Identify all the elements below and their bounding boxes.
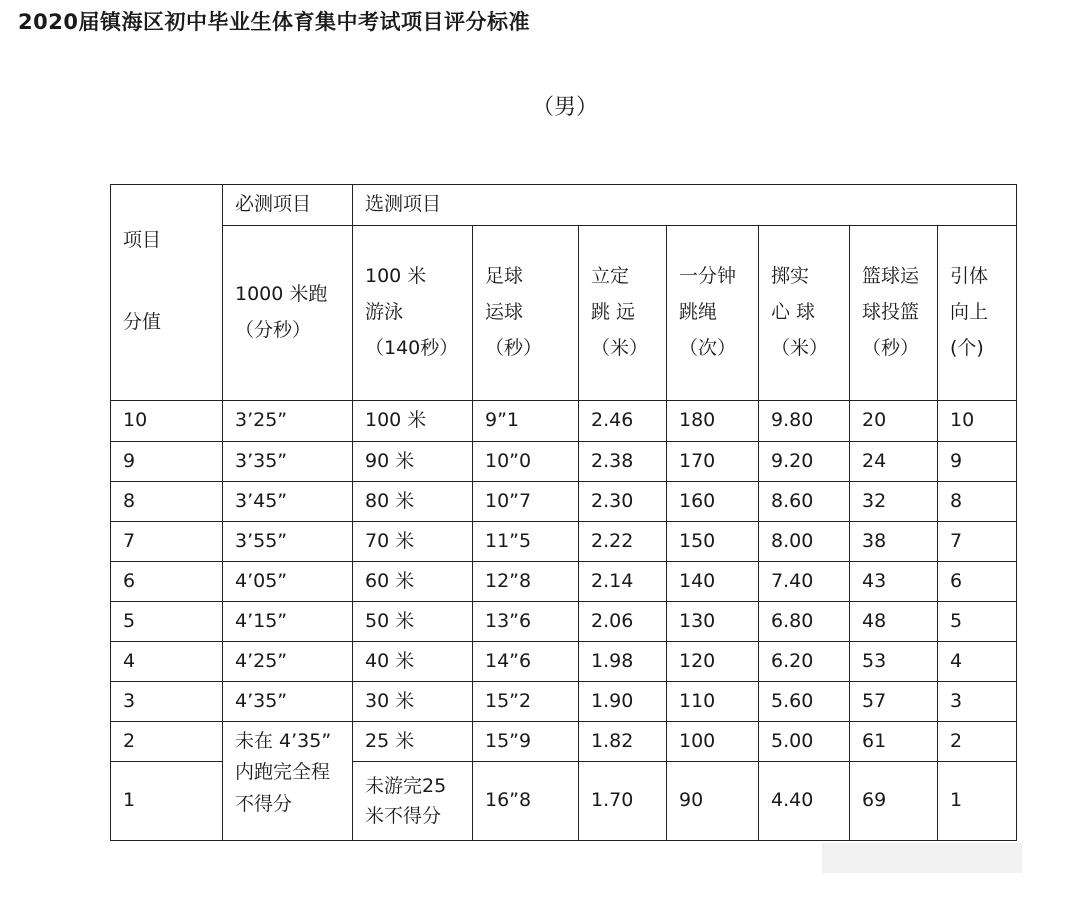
table-cell: 69	[850, 762, 938, 841]
table-cell: 90	[667, 762, 759, 841]
table-cell: 1.70	[579, 762, 667, 841]
table-cell: 2	[938, 722, 1017, 762]
table-cell: 16”8	[473, 762, 579, 841]
corner-item-label: 项目	[123, 229, 162, 251]
column-header: 一分钟 跳绳 （次）	[667, 226, 759, 401]
watermark	[822, 843, 1022, 873]
table-cell: 4’25”	[223, 642, 353, 682]
table-cell: 3’45”	[223, 482, 353, 522]
table-row	[111, 401, 1017, 442]
table-cell: 10	[111, 401, 223, 442]
table-cell: 3	[938, 682, 1017, 722]
table-cell: 11”5	[473, 522, 579, 562]
table-cell: 10”0	[473, 442, 579, 482]
table-cell: 2.46	[579, 401, 667, 442]
table-cell: 1	[938, 762, 1017, 841]
table-cell: 2.14	[579, 562, 667, 602]
table-cell: 6	[111, 562, 223, 602]
table-cell: 38	[850, 522, 938, 562]
table-cell: 90 米	[353, 442, 473, 482]
table-row	[111, 442, 1017, 482]
table-cell: 140	[667, 562, 759, 602]
table-cell: 4	[938, 642, 1017, 682]
table-cell: 130	[667, 602, 759, 642]
table-cell: 100	[667, 722, 759, 762]
table-cell: 3’25”	[223, 401, 353, 442]
table-cell: 12”8	[473, 562, 579, 602]
table-cell: 53	[850, 642, 938, 682]
table-cell: 80 米	[353, 482, 473, 522]
table-cell: 4	[111, 642, 223, 682]
table-cell: 5	[111, 602, 223, 642]
table-cell: 70 米	[353, 522, 473, 562]
table-cell: 40 米	[353, 642, 473, 682]
column-header: 100 米 游泳 （140秒）	[353, 226, 473, 401]
header-group-row	[111, 185, 1017, 226]
table-cell: 110	[667, 682, 759, 722]
table-cell: 25 米	[353, 722, 473, 762]
column-header: 篮球运 球投篮 （秒）	[850, 226, 938, 401]
column-header: 引体 向上 (个)	[938, 226, 1017, 401]
table-cell: 9”1	[473, 401, 579, 442]
table-cell: 14”6	[473, 642, 579, 682]
table-cell: 57	[850, 682, 938, 722]
table-row	[111, 642, 1017, 682]
table-row	[111, 522, 1017, 562]
table-cell: 8	[111, 482, 223, 522]
table-cell: 4’15”	[223, 602, 353, 642]
table-subtitle: （男）	[531, 95, 598, 120]
table-cell: 3	[111, 682, 223, 722]
table-cell: 32	[850, 482, 938, 522]
table-cell: 61	[850, 722, 938, 762]
table-cell: 5.60	[759, 682, 850, 722]
table-cell: 7	[111, 522, 223, 562]
table-cell: 13”6	[473, 602, 579, 642]
subheader-row	[111, 226, 1017, 401]
table-cell: 20	[850, 401, 938, 442]
table-cell: 9.80	[759, 401, 850, 442]
table-cell: 8.00	[759, 522, 850, 562]
table-cell: 10”7	[473, 482, 579, 522]
table-cell: 4.40	[759, 762, 850, 841]
table-cell: 6.20	[759, 642, 850, 682]
table-cell: 6.80	[759, 602, 850, 642]
table-cell: 50 米	[353, 602, 473, 642]
table-cell: 5	[938, 602, 1017, 642]
table-row	[111, 722, 1017, 762]
table-row	[111, 682, 1017, 722]
required-group-header: 必测项目	[223, 185, 353, 226]
table-cell: 48	[850, 602, 938, 642]
table-cell: 3’55”	[223, 522, 353, 562]
table-cell: 8	[938, 482, 1017, 522]
table-cell: 1.98	[579, 642, 667, 682]
table-cell: 10	[938, 401, 1017, 442]
table-cell: 120	[667, 642, 759, 682]
table-cell: 9	[938, 442, 1017, 482]
table-cell: 43	[850, 562, 938, 602]
table-cell: 100 米	[353, 401, 473, 442]
column-header: 1000 米跑 （分秒）	[223, 226, 353, 401]
table-cell: 7	[938, 522, 1017, 562]
table-cell: 1	[111, 762, 223, 841]
fail-swim-note: 未游完25 米不得分	[353, 762, 473, 841]
table-cell: 170	[667, 442, 759, 482]
table-row	[111, 602, 1017, 642]
corner-header	[111, 185, 223, 401]
table-cell: 9	[111, 442, 223, 482]
table-cell: 7.40	[759, 562, 850, 602]
table-cell: 24	[850, 442, 938, 482]
corner-score-label: 分值	[123, 310, 162, 333]
table-cell: 160	[667, 482, 759, 522]
table-row	[111, 482, 1017, 522]
table-cell: 2.22	[579, 522, 667, 562]
table-cell: 4’05”	[223, 562, 353, 602]
table-cell: 2.06	[579, 602, 667, 642]
column-header: 立定 跳 远 （米）	[579, 226, 667, 401]
table-cell: 1.82	[579, 722, 667, 762]
scoring-table	[110, 184, 1017, 841]
column-header: 掷实 心 球 （米）	[759, 226, 850, 401]
table-cell: 4’35”	[223, 682, 353, 722]
optional-group-header: 选测项目	[353, 185, 1017, 226]
table-cell: 30 米	[353, 682, 473, 722]
table-cell: 8.60	[759, 482, 850, 522]
table-cell: 15”9	[473, 722, 579, 762]
table-cell: 2.30	[579, 482, 667, 522]
table-cell: 9.20	[759, 442, 850, 482]
table-cell: 2	[111, 722, 223, 762]
table-cell: 60 米	[353, 562, 473, 602]
table-cell: 3’35”	[223, 442, 353, 482]
table-cell: 5.00	[759, 722, 850, 762]
table-cell: 180	[667, 401, 759, 442]
column-header: 足球 运球 （秒）	[473, 226, 579, 401]
table-cell: 2.38	[579, 442, 667, 482]
document-title: 2020届镇海区初中毕业生体育集中考试项目评分标准	[18, 10, 530, 34]
table-cell: 150	[667, 522, 759, 562]
table-cell: 15”2	[473, 682, 579, 722]
table-cell: 1.90	[579, 682, 667, 722]
table-row	[111, 562, 1017, 602]
fail-run-note: 未在 4’35” 内跑完全程不得分	[223, 722, 353, 841]
table-cell: 6	[938, 562, 1017, 602]
